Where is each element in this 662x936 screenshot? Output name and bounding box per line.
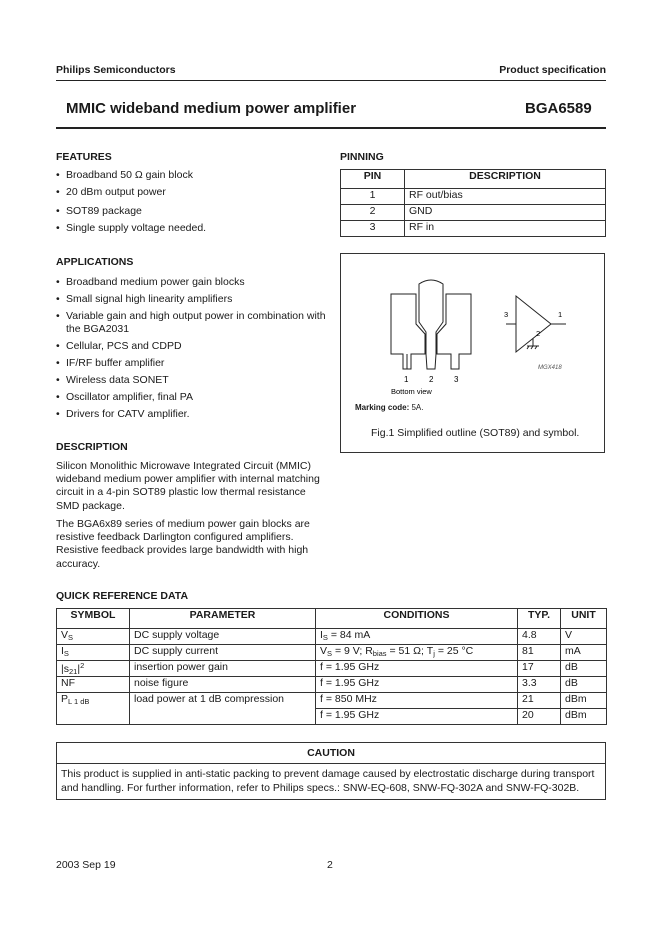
part-number: BGA6589 bbox=[525, 100, 592, 117]
pin-number: 3 bbox=[341, 221, 405, 237]
conditions-cell: f = 1.95 GHz bbox=[316, 677, 518, 693]
symbol-pin-label: 2 bbox=[536, 329, 541, 338]
parameter-cell: noise figure bbox=[130, 677, 316, 693]
page-title: MMIC wideband medium power amplifier bbox=[66, 100, 357, 117]
package-right-tab bbox=[437, 294, 471, 369]
symbol-cell: $I_S$ bbox=[57, 645, 130, 661]
list-item: • 20 dBm output power bbox=[56, 186, 326, 199]
unit-cell: mA bbox=[561, 645, 607, 661]
column-header: UNIT bbox=[561, 609, 607, 629]
pin-number: 1 bbox=[341, 189, 405, 205]
conditions-cell: f = 850 MHz bbox=[316, 693, 518, 709]
list-item: • SOT89 package bbox=[56, 205, 326, 218]
unit-cell: dBm bbox=[561, 693, 607, 709]
pin-column-header: PIN bbox=[341, 170, 405, 189]
list-item: • Single supply voltage needed. bbox=[56, 222, 326, 235]
applications-list bbox=[56, 276, 326, 421]
typ-cell: 81 bbox=[518, 645, 561, 661]
company-name: Philips Semiconductors bbox=[56, 64, 176, 76]
sot89-package-drawing bbox=[391, 280, 471, 369]
title-rule bbox=[56, 127, 606, 129]
table-row bbox=[341, 205, 606, 221]
amplifier-symbol bbox=[506, 296, 566, 352]
applications-heading: APPLICATIONS bbox=[56, 256, 134, 268]
pinning-heading: PINNING bbox=[340, 151, 384, 163]
pin-number: 2 bbox=[341, 205, 405, 221]
column-header: TYP. bbox=[518, 609, 561, 629]
caution-box bbox=[56, 742, 606, 800]
parameter-cell: DC supply voltage bbox=[130, 629, 316, 645]
typ-cell: 17 bbox=[518, 661, 561, 677]
list-item: • Small signal high linearity amplifiers bbox=[56, 293, 326, 306]
caution-text: This product is supplied in anti-static packing to prevent damage caused by electrostatic discharge during transport and handling. For further information, refer to Philips specs.: SNW-EQ-608, SNW-FQ-302A and SNW-FQ-302B. bbox=[61, 768, 595, 794]
features-list bbox=[56, 169, 326, 235]
unit-cell: dB bbox=[561, 661, 607, 677]
sot89-outline-and-symbol bbox=[341, 274, 604, 394]
table-row bbox=[341, 221, 606, 237]
figure-code: MGX418 bbox=[538, 365, 562, 371]
typ-cell: 20 bbox=[518, 709, 561, 725]
conditions-cell: $V_S = 9$ V; $R_{bias} = 51$ Ω; $T_j = 25$ °C bbox=[316, 645, 518, 661]
list-item: • Wireless data SONET bbox=[56, 374, 326, 387]
description-paragraph-2: The BGA6x89 series of medium power gain blocks are resistive feedback Darlington configured amplifiers. Resistive feedback provides large bandwidth with high accuracy. bbox=[56, 518, 310, 570]
list-item: • IF/RF buffer amplifier bbox=[56, 357, 326, 370]
unit-cell: dB bbox=[561, 677, 607, 693]
column-header: PARAMETER bbox=[130, 609, 316, 629]
parameter-cell: DC supply current bbox=[130, 645, 316, 661]
header-rule bbox=[56, 80, 606, 81]
footer-date: 2003 Sep 19 bbox=[56, 859, 116, 871]
symbol-pin-label: 1 bbox=[558, 310, 563, 319]
typ-cell: 3.3 bbox=[518, 677, 561, 693]
description-heading: DESCRIPTION bbox=[56, 441, 128, 453]
conditions-cell: f = 1.95 GHz bbox=[316, 709, 518, 725]
features-heading: FEATURES bbox=[56, 151, 112, 163]
table-row bbox=[57, 693, 607, 709]
qrd-heading: QUICK REFERENCE DATA bbox=[56, 590, 189, 602]
list-item: • Broadband 50 Ω gain block bbox=[56, 169, 326, 182]
column-header: CONDITIONS bbox=[316, 609, 518, 629]
outline-pin-label: 1 bbox=[404, 375, 409, 384]
quick-reference-table bbox=[56, 608, 607, 725]
marking-code bbox=[355, 403, 423, 412]
table-row bbox=[57, 661, 607, 677]
parameter-cell: insertion power gain bbox=[130, 661, 316, 677]
document-type: Product specification bbox=[499, 64, 606, 76]
package-center-tab bbox=[419, 280, 443, 369]
column-header: SYMBOL bbox=[57, 609, 130, 629]
table-row bbox=[57, 645, 607, 661]
symbol-cell: $P_{L 1 dB}$ bbox=[57, 693, 130, 725]
conditions-cell: f = 1.95 GHz bbox=[316, 661, 518, 677]
marking-code-label: Marking code: bbox=[355, 403, 410, 412]
symbol-cell: $|s_{21}|^2$ bbox=[57, 661, 130, 677]
table-row bbox=[57, 629, 607, 645]
unit-cell: V bbox=[561, 629, 607, 645]
outline-pin-label: 2 bbox=[429, 375, 434, 384]
figure-caption: Fig.1 Simplified outline (SOT89) and symbol. bbox=[371, 427, 580, 439]
package-left-tab bbox=[391, 294, 425, 369]
marking-code-value: 5A. bbox=[411, 403, 424, 412]
conditions-cell: $I_S = 84$ mA bbox=[316, 629, 518, 645]
description-column-header: DESCRIPTION bbox=[405, 170, 606, 189]
pin-description: RF out/bias bbox=[405, 189, 606, 205]
typ-cell: 21 bbox=[518, 693, 561, 709]
page-number: 2 bbox=[327, 859, 333, 871]
list-item: • Oscillator amplifier, final PA bbox=[56, 391, 326, 404]
unit-cell: dBm bbox=[561, 709, 607, 725]
outline-pin-label: 3 bbox=[454, 375, 459, 384]
symbol-pin-label: 3 bbox=[504, 310, 509, 319]
bottom-view-label: Bottom view bbox=[391, 387, 432, 394]
table-row bbox=[57, 677, 607, 693]
symbol-cell: NF bbox=[57, 677, 130, 693]
figure-box bbox=[340, 253, 605, 453]
parameter-cell: load power at 1 dB compression bbox=[130, 693, 316, 725]
list-item: • Drivers for CATV amplifier. bbox=[56, 408, 326, 421]
pinning-table bbox=[340, 169, 606, 237]
table-row bbox=[341, 189, 606, 205]
symbol-cell: $V_S$ bbox=[57, 629, 130, 645]
list-item: • Variable gain and high output power in combination with the BGA2031 bbox=[56, 310, 326, 336]
pin-description: RF in bbox=[405, 221, 606, 237]
list-item: • Broadband medium power gain blocks bbox=[56, 276, 326, 289]
pin-description: GND bbox=[405, 205, 606, 221]
description-paragraph-1: Silicon Monolithic Microwave Integrated Circuit (MMIC) wideband medium power amplifier with internal matching circuit in a 4-pin SOT89 plastic low thermal resistance SMD package. bbox=[56, 460, 320, 512]
caution-heading: CAUTION bbox=[57, 743, 605, 764]
typ-cell: 4.8 bbox=[518, 629, 561, 645]
list-item: • Cellular, PCS and CDPD bbox=[56, 340, 326, 353]
